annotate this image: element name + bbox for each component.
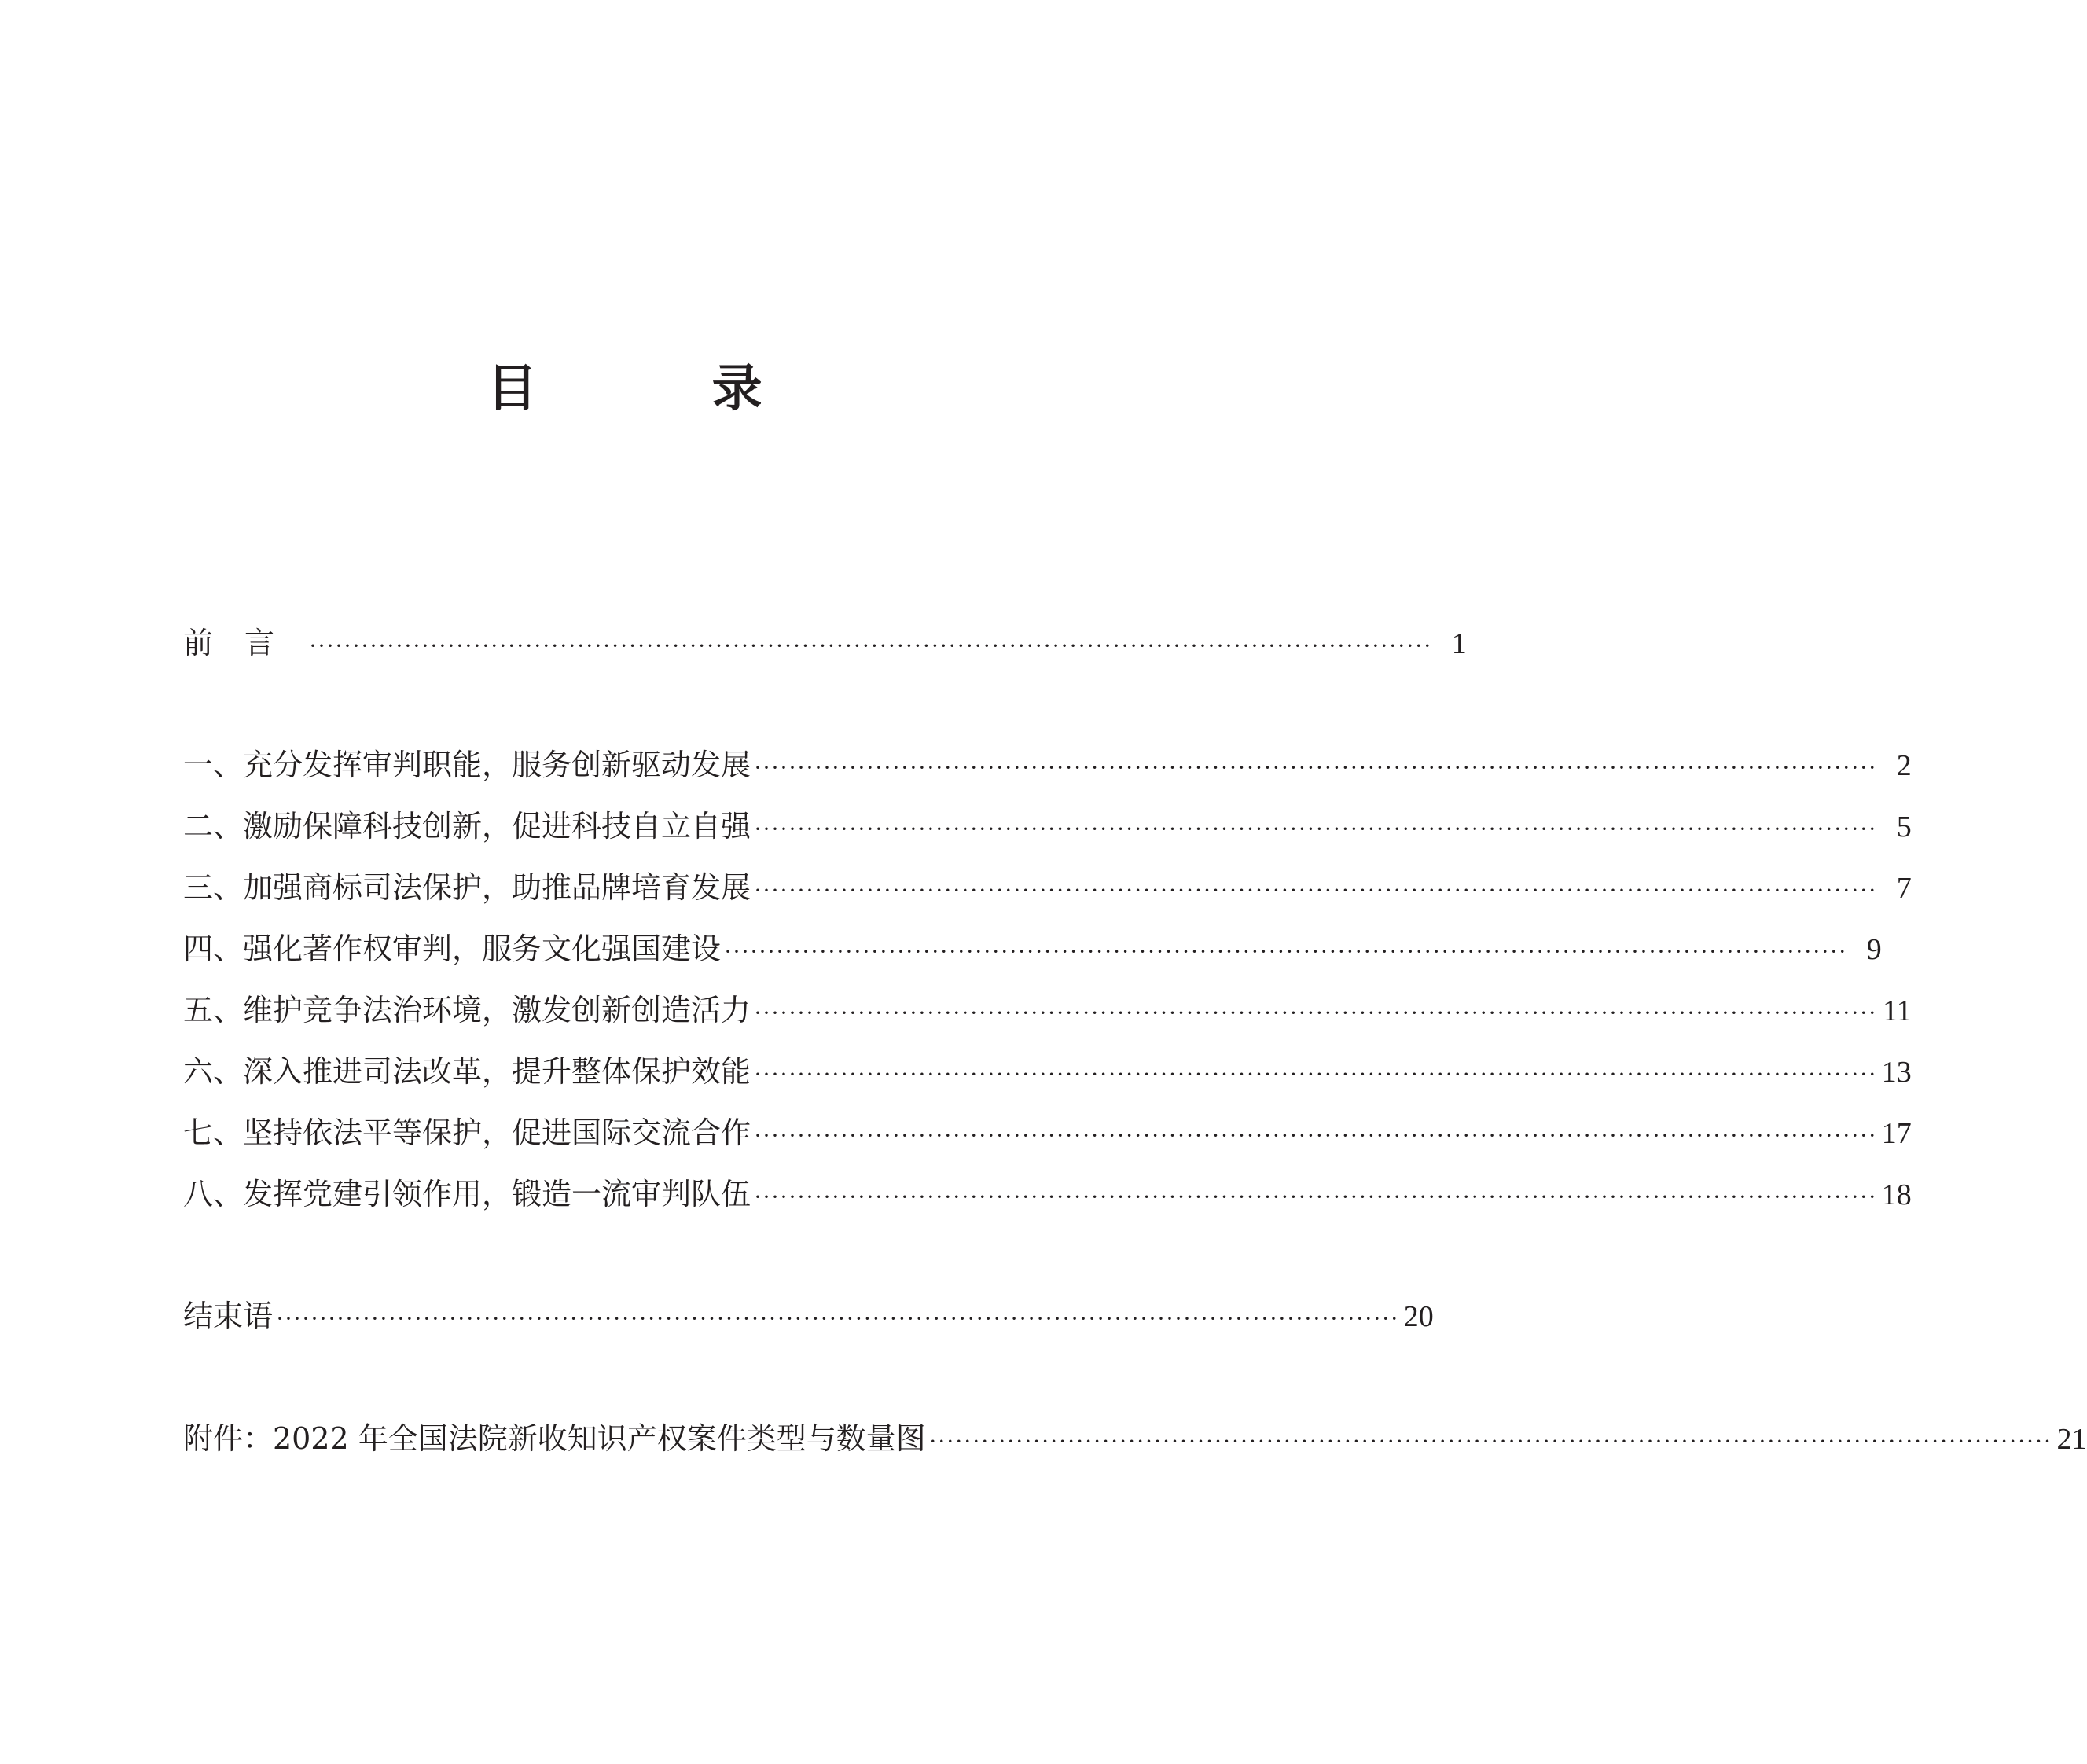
toc-leader-dots: ·································································································································· [309, 633, 1432, 659]
toc-entry-section-7[interactable] [183, 1111, 1912, 1155]
toc-leader-dots: ·································································································································· [754, 1061, 1877, 1087]
toc-page-number: 5 [1896, 810, 1912, 843]
toc-entry-conclusion[interactable] [183, 1294, 1434, 1338]
toc-leader-dots: ·································································································································· [754, 1184, 1877, 1210]
toc-page-number: 2 [1896, 749, 1912, 782]
toc-page-number: 17 [1881, 1117, 1912, 1150]
toc-entry-label: 前言 [183, 626, 307, 660]
toc-entry-label: 三、加强商标司法保护，助推品牌培育发展 [183, 870, 751, 905]
toc-leader-dots: ·································································································································· [754, 755, 1877, 781]
toc-page-number: 7 [1896, 872, 1912, 905]
toc-page-number: 21 [2056, 1423, 2087, 1456]
toc-page-number: 18 [1881, 1178, 1912, 1211]
toc-leader-dots: ·································································································································· [754, 1000, 1877, 1026]
toc-entry-label: 七、坚持依法平等保护，促进国际交流合作 [183, 1115, 751, 1150]
toc-page-number: 11 [1883, 994, 1912, 1027]
page-title: 目 录 [487, 359, 841, 418]
toc-page-number: 20 [1403, 1300, 1434, 1333]
toc-page-number: 1 [1451, 627, 1467, 660]
toc-leader-dots: ·································································································································· [754, 1123, 1877, 1148]
toc-entry-label: 四、强化著作权审判，服务文化强国建设 [183, 932, 722, 966]
toc-entry-label: 结束语 [183, 1299, 274, 1333]
toc-entry-label: 五、维护竞争法治环境，激发创新创造活力 [183, 993, 751, 1027]
toc-leader-dots: ·································································································································· [754, 816, 1877, 842]
toc-entry-label: 六、深入推进司法改革，提升整体保护效能 [183, 1054, 751, 1089]
toc-leader-dots: ·································································································································· [276, 1306, 1399, 1332]
toc-entry-section-8[interactable] [183, 1172, 1912, 1216]
toc-entry-section-1[interactable] [183, 743, 1912, 787]
toc-entry-section-5[interactable] [183, 988, 1912, 1032]
toc-entry-label: 八、发挥党建引领作用，锻造一流审判队伍 [183, 1177, 751, 1211]
toc-leader-dots: ·································································································································· [754, 877, 1877, 903]
toc-leader-dots: ·································································································································· [724, 939, 1847, 965]
toc-entry-label: 二、激励保障科技创新，促进科技自立自强 [183, 809, 751, 843]
toc-page-number: 9 [1866, 933, 1882, 966]
toc-entry-section-4[interactable] [183, 927, 1882, 971]
toc-entry-label: 一、充分发挥审判职能，服务创新驱动发展 [183, 748, 751, 782]
toc-entry-section-2[interactable] [183, 804, 1912, 848]
toc-entry-label: 附件：2022 年全国法院新收知识产权案件类型与数量图 [183, 1421, 926, 1456]
toc-entry-section-3[interactable] [183, 865, 1912, 910]
toc-entry-preface[interactable] [183, 621, 1467, 665]
toc-leader-dots: ·································································································································· [928, 1428, 2052, 1454]
toc-page-number: 13 [1881, 1056, 1912, 1089]
toc-entry-section-6[interactable] [183, 1049, 1912, 1093]
toc-entry-appendix[interactable] [183, 1417, 2087, 1461]
